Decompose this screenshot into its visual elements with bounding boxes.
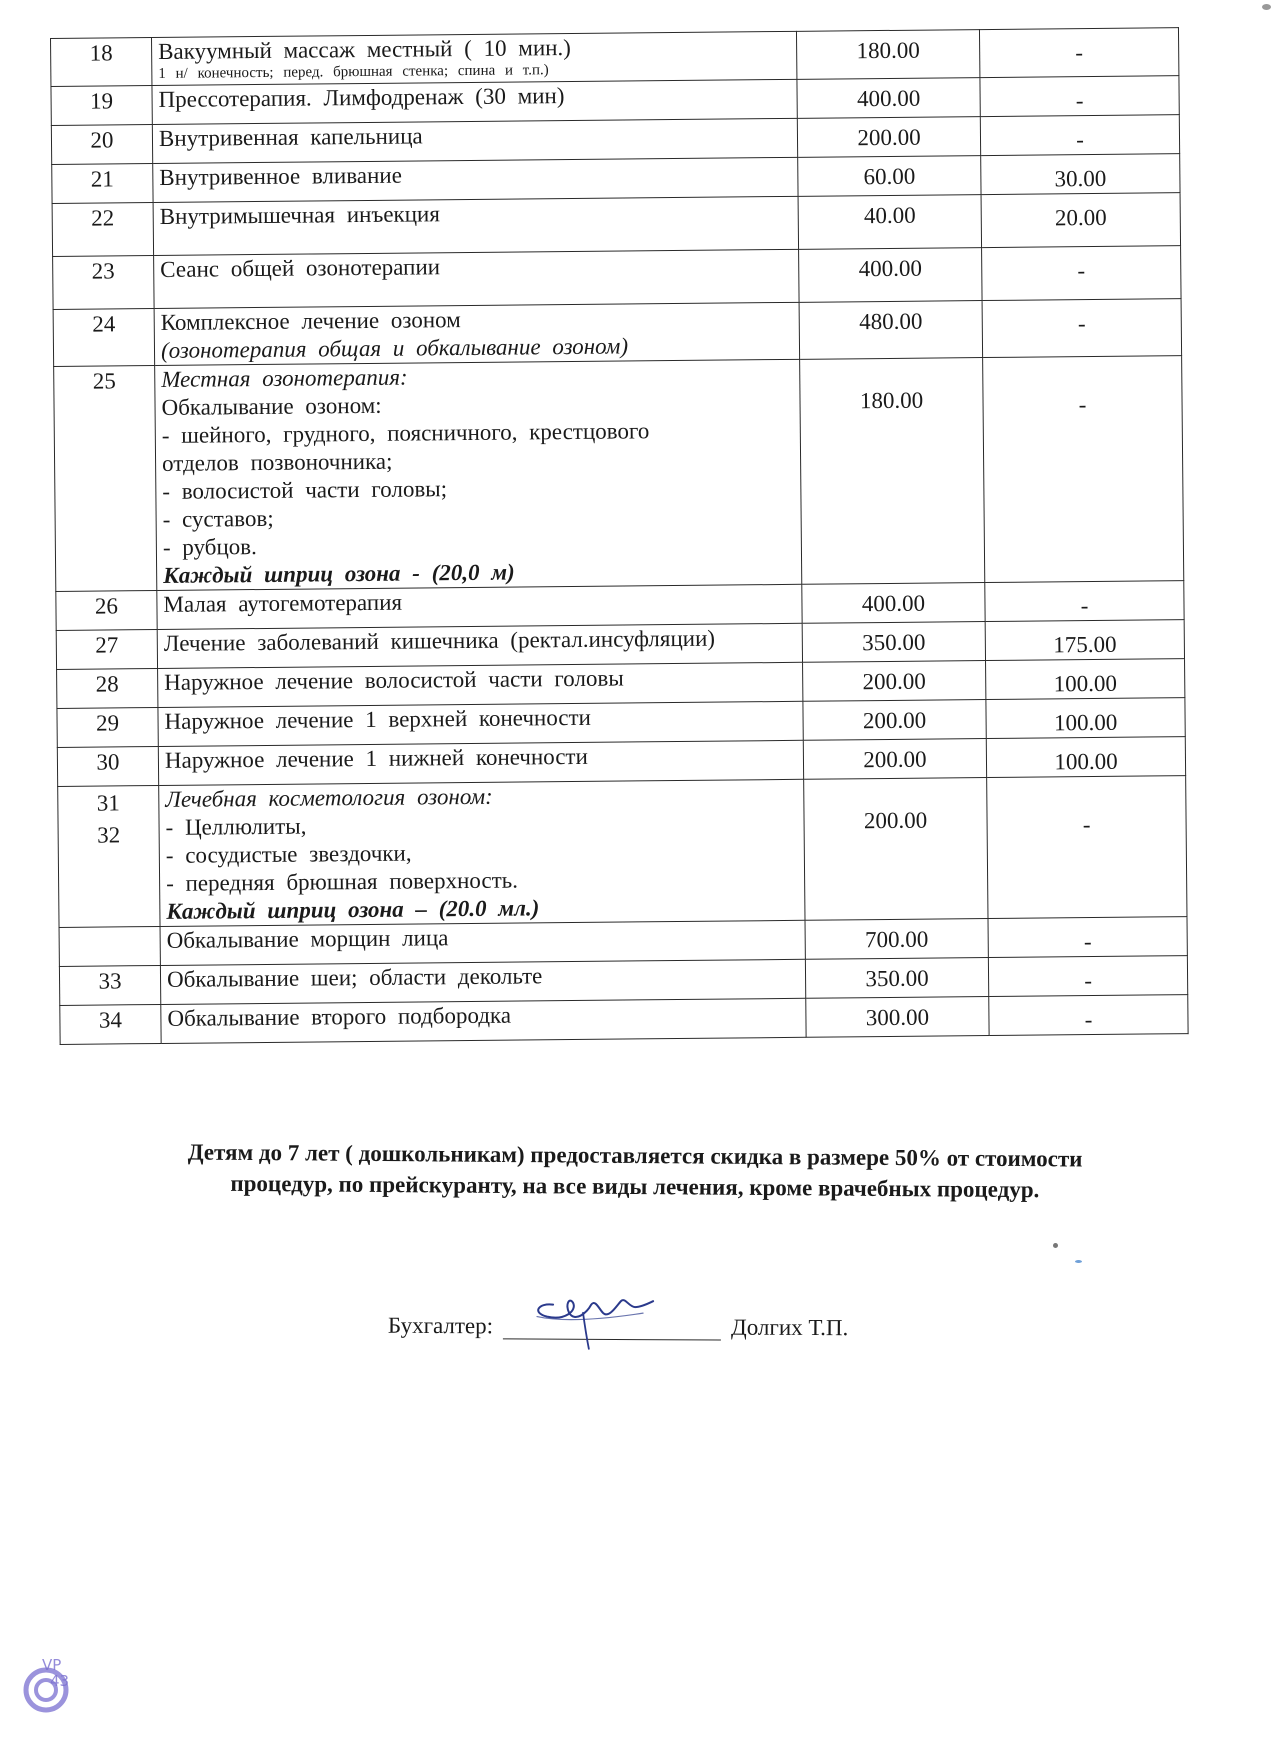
service-line: - волосистой части головы; [162,476,448,504]
row-number: 26 [56,591,157,631]
service-line: Обкалывание озоном: [161,392,382,420]
signature-row [388,1299,849,1341]
service-line: Комплексное лечение озоном [160,307,461,335]
footnote-line-1: Детям до 7 лет ( дошкольникам) предоставляется скидка в размере 50% от стоимости [187,1139,1083,1172]
service-line: - шейного, грудного, поясничного, крестцового [161,418,650,448]
price-cell: 60.00 [798,156,981,197]
service-name [152,31,797,85]
signature-line [503,1308,721,1340]
service-line: 1 н/ конечность; перед. брюшная стенка; спина и т.п.) [158,62,549,82]
service-line: Внутримышечная инъекция [159,201,440,229]
service-line: Наружное лечение 1 нижней конечности [164,743,588,773]
service-line: Вакуумный массаж местный ( 10 мин.) [158,35,572,64]
scan-speck [1075,1260,1082,1263]
price-cell: 350.00 [802,622,985,663]
row-number: 31 32 [58,785,160,927]
service-line: Обкалывание шеи; области декольте [166,963,543,992]
scan-logo-icon [20,1650,80,1720]
row-number: 29 [57,707,158,747]
child-price-cell: - [988,917,1187,958]
price-cell: 200.00 [797,117,980,158]
table-row [58,776,1187,928]
row-number: 34 [60,1004,161,1044]
handwritten-signature [525,1283,655,1354]
service-name [153,157,798,202]
price-cell: 40.00 [798,195,982,250]
service-name [153,196,798,255]
service-name [152,118,797,163]
service-name [157,584,802,629]
child-price-cell: - [982,246,1181,301]
service-name [158,701,803,746]
service-line: - рубцов. [162,534,257,560]
svg-text:43: 43 [50,1672,70,1690]
child-price-cell: - [983,356,1184,583]
child-price-cell: - [987,776,1187,919]
child-price-cell: - [985,581,1184,622]
child-price-cell: - [989,995,1188,1036]
service-line: Малая аутогемотерапия [163,589,403,617]
service-name [152,79,797,124]
child-price-cell: - [980,76,1179,117]
price-table [50,27,1189,1045]
price-cell: 480.00 [799,301,983,360]
child-price-cell: 20.00 [981,193,1180,248]
row-number: 23 [53,256,155,310]
price-cell: 300.00 [806,997,989,1038]
row-number: 33 [59,965,160,1005]
scan-speck [1262,4,1271,10]
service-line: Внутривенное вливание [159,162,402,190]
row-number: 20 [51,125,152,165]
service-line: Сеанс общей озонотерапии [160,254,441,282]
service-line: Лечение заболеваний кишечника (ректал.инсуфляции) [163,625,716,656]
row-number: 21 [52,164,153,204]
price-cell: 200.00 [803,700,986,741]
row-number: 18 [51,38,152,87]
service-line: Обкалывание морщин лица [166,925,449,953]
service-name [160,959,805,1004]
service-name [154,302,800,365]
service-line: Каждый шприц озона - (20,0 м) [163,559,515,588]
child-price-cell: - [982,299,1182,358]
row-number: 24 [53,309,155,367]
service-line: Наружное лечение 1 верхней конечности [164,704,592,734]
child-price-cell: - [988,956,1187,997]
service-line: - сосудистые звездочки, [165,840,412,868]
row-number: 22 [52,203,154,257]
service-name [158,740,803,785]
service-line: Местная озонотерапия: [161,364,408,392]
discount-footnote [120,1136,1150,1206]
service-line: - Целлюлиты, [165,813,307,840]
table-row [54,356,1184,592]
signature-role: Бухгалтер: [387,1312,494,1339]
row-number: 19 [51,86,152,126]
price-cell: 200.00 [803,739,986,780]
service-line: Внутривенная капельница [158,123,423,151]
service-line: Обкалывание второго подбородка [167,1002,512,1031]
svg-text:VP: VP [42,1656,62,1674]
service-line: Каждый шприц озона – (20.0 мл.) [166,895,540,924]
service-line: Наружное лечение волосистой части головы [164,665,624,695]
child-price-cell: 100.00 [986,737,1185,778]
price-cell: 180.00 [796,30,979,80]
service-name [157,623,802,668]
signature-name: Долгих Т.П. [731,1314,849,1341]
footnote-line-2: процедур, по прейскуранту, на все виды лечения, кроме врачебных процедур. [230,1170,1040,1203]
service-name [158,662,803,707]
service-line: отделов позвоночника; [161,448,393,476]
child-price-cell: 30.00 [981,154,1180,195]
service-name [161,998,806,1043]
service-line: - суставов; [162,505,274,532]
child-price-cell: - [980,115,1179,156]
price-cell: 400.00 [797,78,980,119]
price-cell: 200.00 [804,778,988,921]
price-cell: 180.00 [800,358,985,585]
service-line: (озонотерапия общая и обкалывание озоном) [160,333,629,363]
service-name [160,920,805,965]
service-line: - передняя брюшная поверхность. [166,867,519,896]
service-line: Прессотерапия. Лимфодренаж (30 мин) [158,83,565,112]
child-price-cell: 175.00 [985,620,1184,661]
price-cell: 700.00 [805,919,988,960]
price-cell: 350.00 [805,958,988,999]
service-name [155,359,802,590]
price-cell: 400.00 [802,583,985,624]
child-price-cell: 100.00 [986,698,1185,739]
row-number: 28 [57,668,158,708]
row-number: 25 [54,366,157,592]
price-cell: 200.00 [803,661,986,702]
price-cell: 400.00 [799,248,983,303]
row-number [59,926,160,966]
child-price-cell: - [979,28,1178,78]
scan-speck [1053,1243,1058,1248]
service-name [154,249,799,308]
child-price-cell: 100.00 [986,659,1185,700]
row-number: 30 [57,746,158,786]
service-line: Лечебная косметология озоном: [165,783,493,812]
row-number: 27 [56,629,157,669]
service-name [159,779,805,926]
price-table-body [51,28,1189,1045]
